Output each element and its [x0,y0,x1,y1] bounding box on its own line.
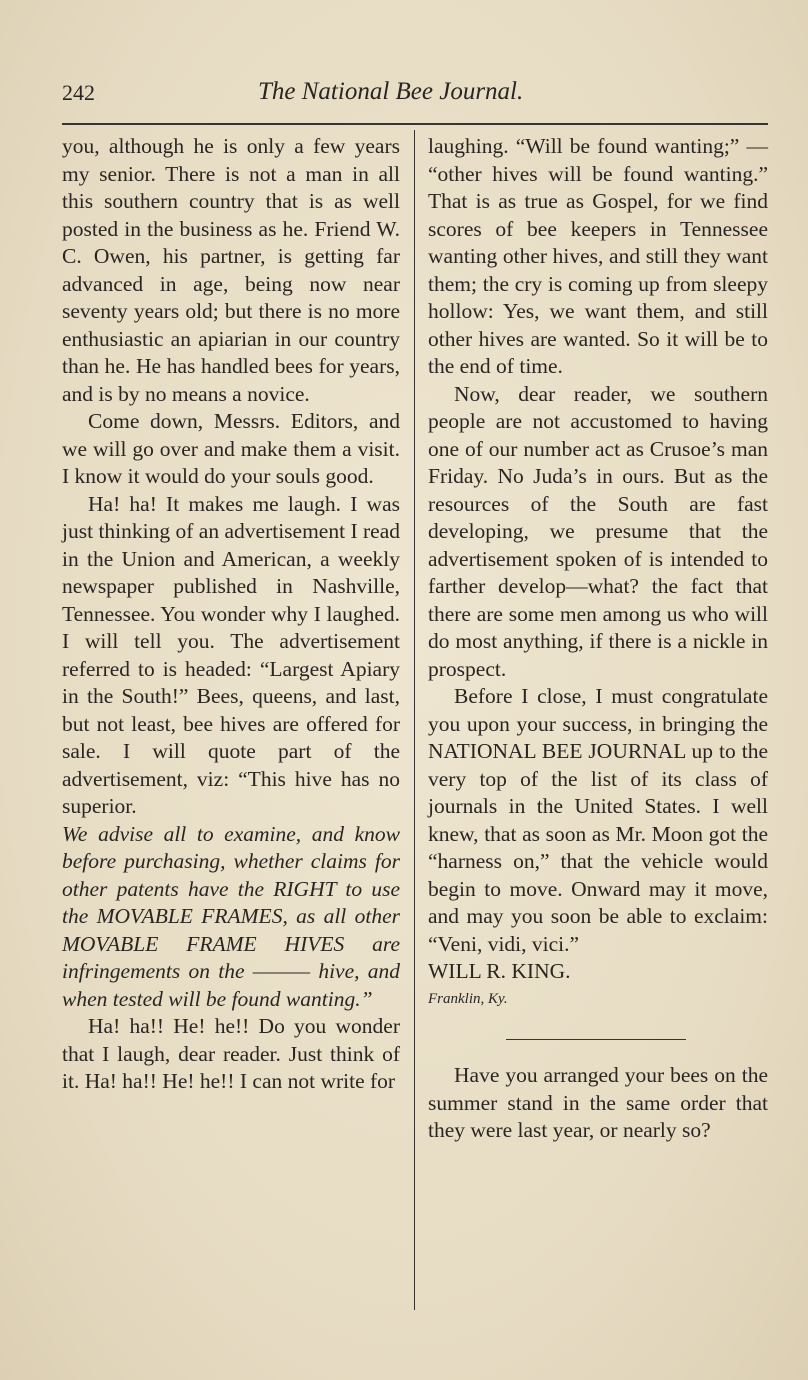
right-paragraph-3: Before I close, I must congratulate you upon your success, in bringing the NATIONAL BEE JOURNAL up to the very top of the list of its class of journals in the United States. I well knew, that as soon as Mr. Moon got the “harness on,” that the vehicle would begin to move. Onward may it move, and may you soon be able to exclaim: “Veni, vidi, vici.” [428,684,768,956]
author-place: Franklin, Ky. [428,990,508,1007]
left-paragraph-3: Ha! ha! It makes me laugh. I was just thinking of an advertisement I read in the Union and American, a weekly newspaper published in Nashville, Tennessee. You wonder why I laughed. I will tell you. The advertisement referred to is headed: “Largest Apiary in the South!” Bees, queens, and last, but not least, bee hives are offered for sale. I will quote part of the advertisement, viz: “This hive has no superior. [62,491,400,818]
section-rule [506,1039,686,1040]
left-paragraph-1: you, although he is only a few years my senior. There is not a man in all this southern country that is as well posted in the business as he. Friend W. C. Owen, his partner, is getting far advanced in age, being now near seventy years old; but there is no more enthusiastic an apiarian in our country than he. He has handled bees for years, and is by no means a novice. [62,134,400,406]
left-paragraph-4: Ha! ha!! He! he!! Do you wonder that I laugh, dear reader. Just think of it. Ha! ha!! He! he!! I can not write for [62,1014,400,1093]
column-divider [414,130,415,1310]
running-title: The National Bee Journal. [258,78,524,105]
right-paragraph-4: Have you arranged your bees on the summer stand in the same order that they were last year, or nearly so? [428,1063,768,1142]
left-column [62,133,400,1096]
header-rule [62,123,768,125]
advertisement-quote: We advise all to examine, and know before purchasing, whether claims for other patents have the RIGHT to use the MOVABLE FRAMES, as all other MOVABLE FRAME HIVES are infringements on the ——— hive, and when tested will be found wanting.” [62,821,400,1011]
right-paragraph-1: laughing. “Will be found wanting;” — “other hives will be found wanting.” That is as true as Gospel, for we find scores of bee keepers in Tennessee wanting other hives, and still they want them; the cry is coming up from sleepy hollow: Yes, we want them, and still other hives are wanted. So it will be to the end of time. [428,134,768,378]
page-header [62,80,768,120]
right-paragraph-2: Now, dear reader, we southern people are not accustomed to having one of our number act as Crusoe’s man Friday. No Juda’s in ours. But as the resources of the South are fast developing, we presume that the advertisement spoken of is intended to farther develop—what? the fact that there are some men among us who will do most anything, if there is a nickle in prospect. [428,381,768,681]
left-paragraph-2: Come down, Messrs. Editors, and we will go over and make them a visit. I know it would do your souls good. [62,409,400,488]
author-signature: WILL R. KING. [428,959,571,983]
right-column [428,133,768,1145]
page-number: 242 [62,80,95,105]
